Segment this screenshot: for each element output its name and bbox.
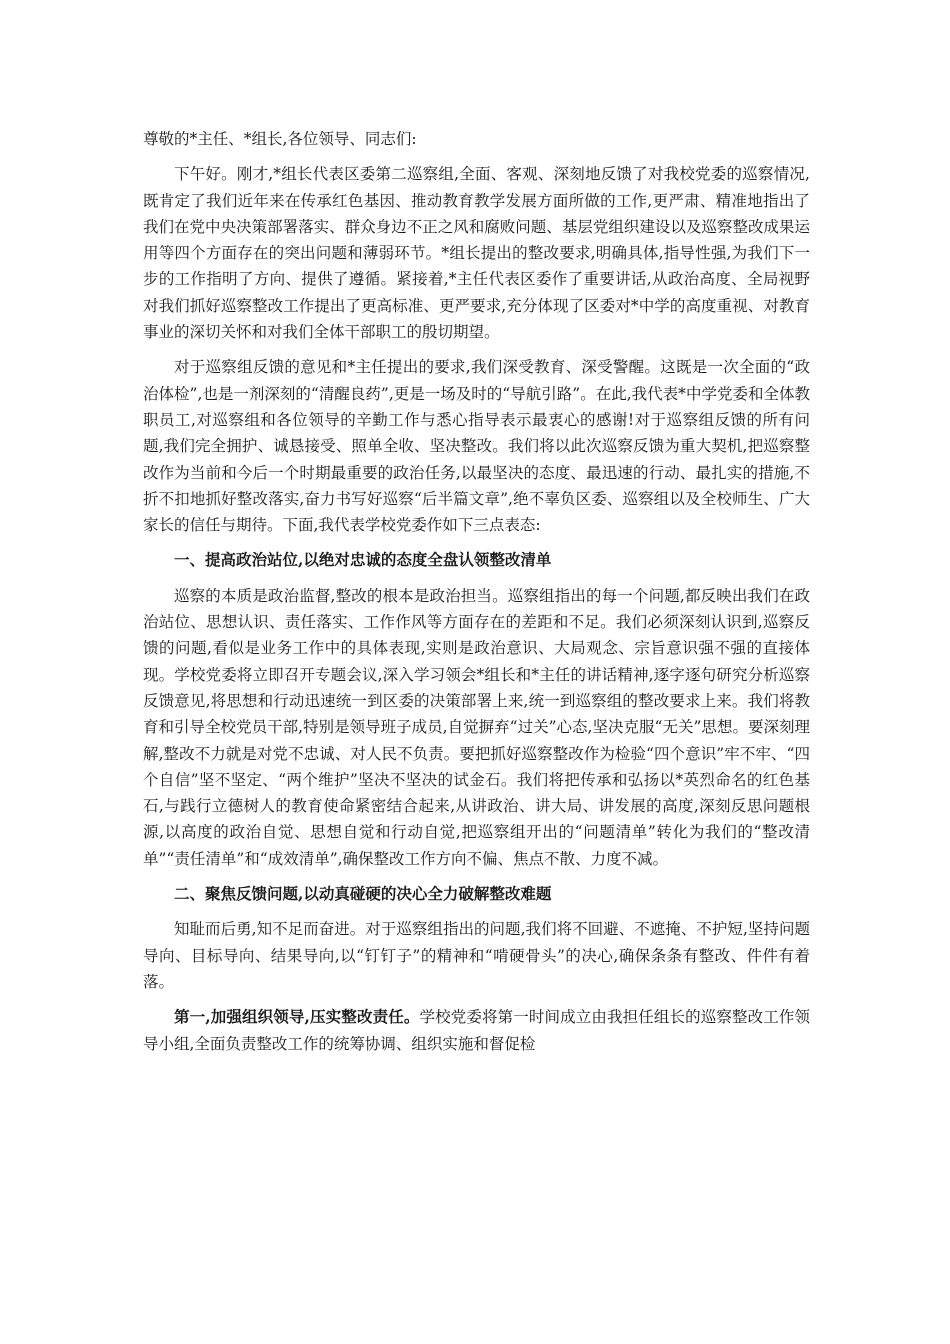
paragraph-opening: 下午好。刚才,*组长代表区委第二巡察组,全面、客观、深刻地反馈了对我校党委的巡察情况,既肯定了我们近年来在传承红色基因、推动教育教学发展方面所做的工作,更严肃、精准地指出了我们在党中央决策部署落实、群众身边不正之风和腐败问题、基层党组织建设以及巡察整改成果运用等四个方面存在的突出问题和薄弱环节。*组长提出的整改要求,明确具体,指导性强,为我们下一步的工作指明了方向、提供了遵循。紧接着,*主任代表区委作了重要讲话,从政治高度、全局视野对我们抓好巡察整改工作提出了更高标准、更严要求,充分体现了区委对*中学的高度重视、对教育事业的深切关怀和对我们全体干部职工的殷切期望。 bbox=[143, 165, 810, 342]
paragraph-response: 对于巡察组反馈的意见和*主任提出的要求,我们深受教育、深受警醒。这既是一次全面的“政治体检”,也是一剂深刻的“清醒良药”,更是一场及时的“导航引路”。在此,我代表*中学党委和全体教职员工,对巡察组和各位领导的辛勤工作与悉心指导表示最衷心的感谢!对于巡察组反馈的所有问题,我们完全拥护、诚恳接受、照单全收、坚决整改。我们将以此次巡察反馈为重大契机,把巡察整改作为当前和今后一个时期最重要的政治任务,以最坚决的态度、最迅速的行动、最扎实的措施,不折不扣地抓好整改落实,奋力书写好巡察“后半篇文章”,绝不辜负区委、巡察组以及全校师生、广大家长的信任与期待。下面,我代表学校党委作如下三点表态: bbox=[143, 358, 810, 535]
first-measure-text: 学校党委将第一时间成立由我担任组长的巡察整改工作领导小组,全面负责整改工作的统筹协调、组织实施和督促检 bbox=[143, 1008, 810, 1053]
paragraph-section-two-intro: 知耻而后勇,知不足而奋进。对于巡察组指出的问题,我们将不回避、不遮掩、不护短,坚持问题导向、目标导向、结果导向,以“钉钉子”的精神和“啃硬骨头”的决心,确保条条有整改、件件有着落。 bbox=[143, 920, 810, 991]
paragraph-first-measure bbox=[143, 1004, 810, 1057]
first-measure-lead: 第一,加强组织领导,压实整改责任。 bbox=[174, 1007, 420, 1027]
section-heading-one: 一、提高政治站位,以绝对忠诚的态度全盘认领整改清单 bbox=[174, 550, 552, 570]
section-heading-two: 二、聚焦反馈问题,以动真碰硬的决心全力破解整改难题 bbox=[174, 884, 552, 904]
salutation: 尊敬的*主任、*组长,各位领导、同志们: bbox=[143, 130, 417, 148]
document-body bbox=[143, 126, 810, 1066]
paragraph-section-one: 巡察的本质是政治监督,整改的根本是政治担当。巡察组指出的每一个问题,都反映出我们在政治站位、思想认识、责任落实、工作作风等方面存在的差距和不足。我们必须深刻认识到,巡察反馈的问题,看似是业务工作中的具体表现,实则是政治意识、大局观念、宗旨意识强不强的直接体现。学校党委将立即召开专题会议,深入学习领会*组长和*主任的讲话精神,逐字逐句研究分析巡察反馈意见,将思想和行动迅速统一到区委的决策部署上来,统一到巡察组的整改要求上来。我们将教育和引导全校党员干部,特别是领导班子成员,自觉摒弃“过关”心态,坚决克服“无关”思想。要深刻理解,整改不力就是对党不忠诚、对人民不负责。要把抓好巡察整改作为检验“四个意识”牢不牢、“四个自信”坚不坚定、“两个维护”坚决不坚决的试金石。我们将把传承和弘扬以*英烈命名的红色基石,与践行立德树人的教育使命紧密结合起来,从讲政治、讲大局、讲发展的高度,深刻反思问题根源,以高度的政治自觉、思想自觉和行动自觉,把巡察组开出的“问题清单”转化为我们的“整改清单”“责任清单”和“成效清单”,确保整改工作方向不偏、焦点不散、力度不减。 bbox=[143, 586, 810, 868]
